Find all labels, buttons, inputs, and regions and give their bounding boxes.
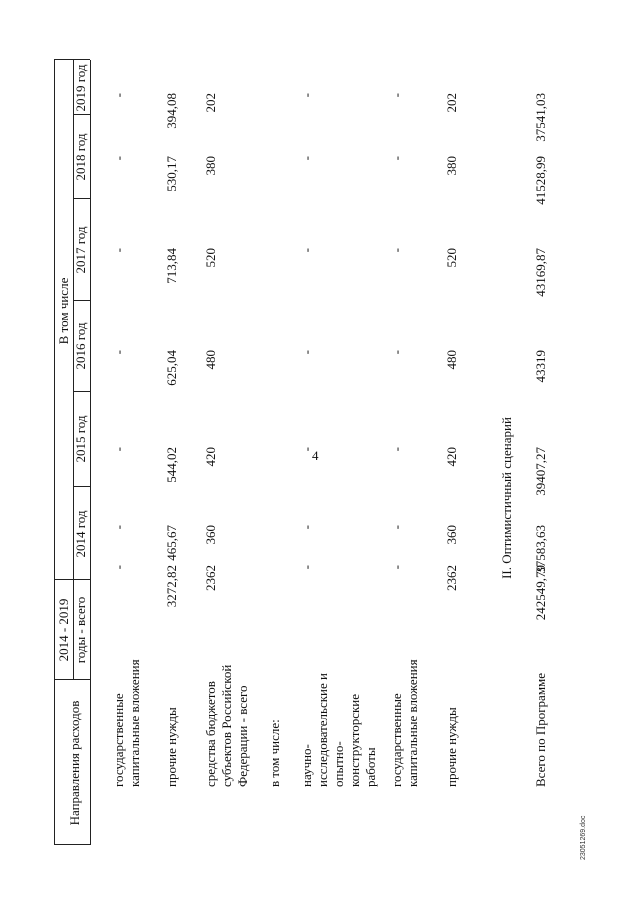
- row-year-value: -: [299, 447, 314, 452]
- total-row-year-value: 43319: [533, 350, 548, 383]
- row-year-value: 202: [444, 93, 459, 113]
- row-year-value: -: [111, 350, 126, 355]
- row-label-line: конструкторские: [347, 693, 362, 787]
- row-label-line: средства бюджетов: [203, 681, 218, 787]
- row-year-value: 520: [203, 248, 218, 268]
- row-label-line: Федерации - всего: [235, 685, 250, 787]
- row-label-line: прочие нужды: [164, 707, 179, 787]
- row-year-value: -: [389, 93, 404, 98]
- row-total-value: -: [111, 565, 126, 570]
- row-label-line: субъектов Российской: [219, 664, 234, 787]
- row-year-value: 360: [444, 525, 459, 545]
- header-direction: Направления расходов: [67, 700, 82, 826]
- row-year-value: 713,84: [164, 248, 179, 284]
- row-year-value: 520: [444, 248, 459, 268]
- document-filename: 23051269.doc: [580, 815, 587, 860]
- row-year-value: -: [389, 248, 404, 253]
- year-divider: [73, 300, 90, 301]
- row-year-value: -: [299, 248, 314, 253]
- direction-period-divider: [54, 679, 90, 680]
- row-total-value: 3272,82: [164, 565, 179, 608]
- year-divider: [73, 198, 90, 199]
- header-period-line1: 2014 - 2019: [56, 598, 71, 662]
- row-label-line: прочие нужды: [444, 707, 459, 787]
- total-row-year-value: 37583,63: [533, 525, 548, 574]
- row-label-line: капитальные вложения: [127, 659, 142, 787]
- header-bottom-line: [90, 60, 91, 845]
- row-year-value: -: [111, 525, 126, 530]
- row-year-value: 360: [203, 525, 218, 545]
- row-year-value: 480: [203, 350, 218, 370]
- row-label-line: государственные: [389, 693, 404, 787]
- row-year-value: 480: [444, 350, 459, 370]
- header-year: 2019 год: [73, 64, 88, 112]
- row-label-line: государственные: [111, 693, 126, 787]
- row-year-value: -: [389, 350, 404, 355]
- row-total-value: -: [299, 565, 314, 570]
- year-divider: [73, 391, 90, 392]
- row-year-value: 420: [203, 447, 218, 467]
- header-year: 2015 год: [73, 415, 88, 463]
- row-year-value: -: [299, 350, 314, 355]
- table-left-border: [54, 844, 90, 845]
- total-row-year-value: 39407,27: [533, 447, 548, 496]
- table-right-border: [54, 59, 90, 60]
- table-top-line: [54, 60, 55, 845]
- year-divider: [73, 486, 90, 487]
- row-label-line: капитальные вложения: [405, 659, 420, 787]
- total-row-label: Всего по Программе: [533, 672, 548, 787]
- row-year-value: -: [111, 93, 126, 98]
- row-year-value: -: [299, 525, 314, 530]
- header-year: 2016 год: [73, 322, 88, 370]
- row-year-value: -: [299, 93, 314, 98]
- row-year-value: -: [111, 156, 126, 161]
- row-year-value: -: [389, 525, 404, 530]
- row-year-value: 625,04: [164, 350, 179, 386]
- total-row-year-value: 41528,99: [533, 156, 548, 205]
- row-year-value: -: [299, 156, 314, 161]
- row-label-line: научно-: [299, 744, 314, 787]
- total-row-year-value: 43169,87: [533, 248, 548, 297]
- period-years-divider: [54, 579, 90, 580]
- row-year-value: 380: [444, 156, 459, 176]
- row-total-value: 2362: [203, 565, 218, 591]
- row-label-line: работы: [363, 747, 378, 787]
- row-label-line: опытно-: [331, 741, 346, 787]
- row-year-value: 202: [203, 93, 218, 113]
- section-title: II. Оптимистичный сценарий: [499, 417, 514, 579]
- row-year-value: 394,08: [164, 93, 179, 129]
- row-label-line: исследовательские и: [315, 673, 330, 787]
- row-year-value: -: [389, 447, 404, 452]
- row-year-value: 530,17: [164, 156, 179, 192]
- page-number: 4: [312, 448, 319, 463]
- year-divider: [73, 114, 90, 115]
- row-total-value: 2362: [444, 565, 459, 591]
- total-row-year-value: 37541,03: [533, 93, 548, 142]
- row-label-line: в том числе:: [267, 719, 282, 787]
- row-year-value: 544,02: [164, 447, 179, 483]
- header-year: 2014 год: [73, 510, 88, 558]
- header-year: 2017 год: [73, 226, 88, 274]
- header-year: 2018 год: [73, 133, 88, 181]
- row-year-value: -: [111, 447, 126, 452]
- header-period-line2: годы - всего: [73, 596, 88, 664]
- row-year-value: -: [111, 248, 126, 253]
- row-year-value: 380: [203, 156, 218, 176]
- header-in-that-number: В том числе: [56, 277, 71, 345]
- row-year-value: -: [389, 156, 404, 161]
- row-total-value: -: [389, 565, 404, 570]
- row-year-value: 420: [444, 447, 459, 467]
- total-row-total: 242549,79: [533, 565, 548, 621]
- row-year-value: 465,67: [164, 525, 179, 561]
